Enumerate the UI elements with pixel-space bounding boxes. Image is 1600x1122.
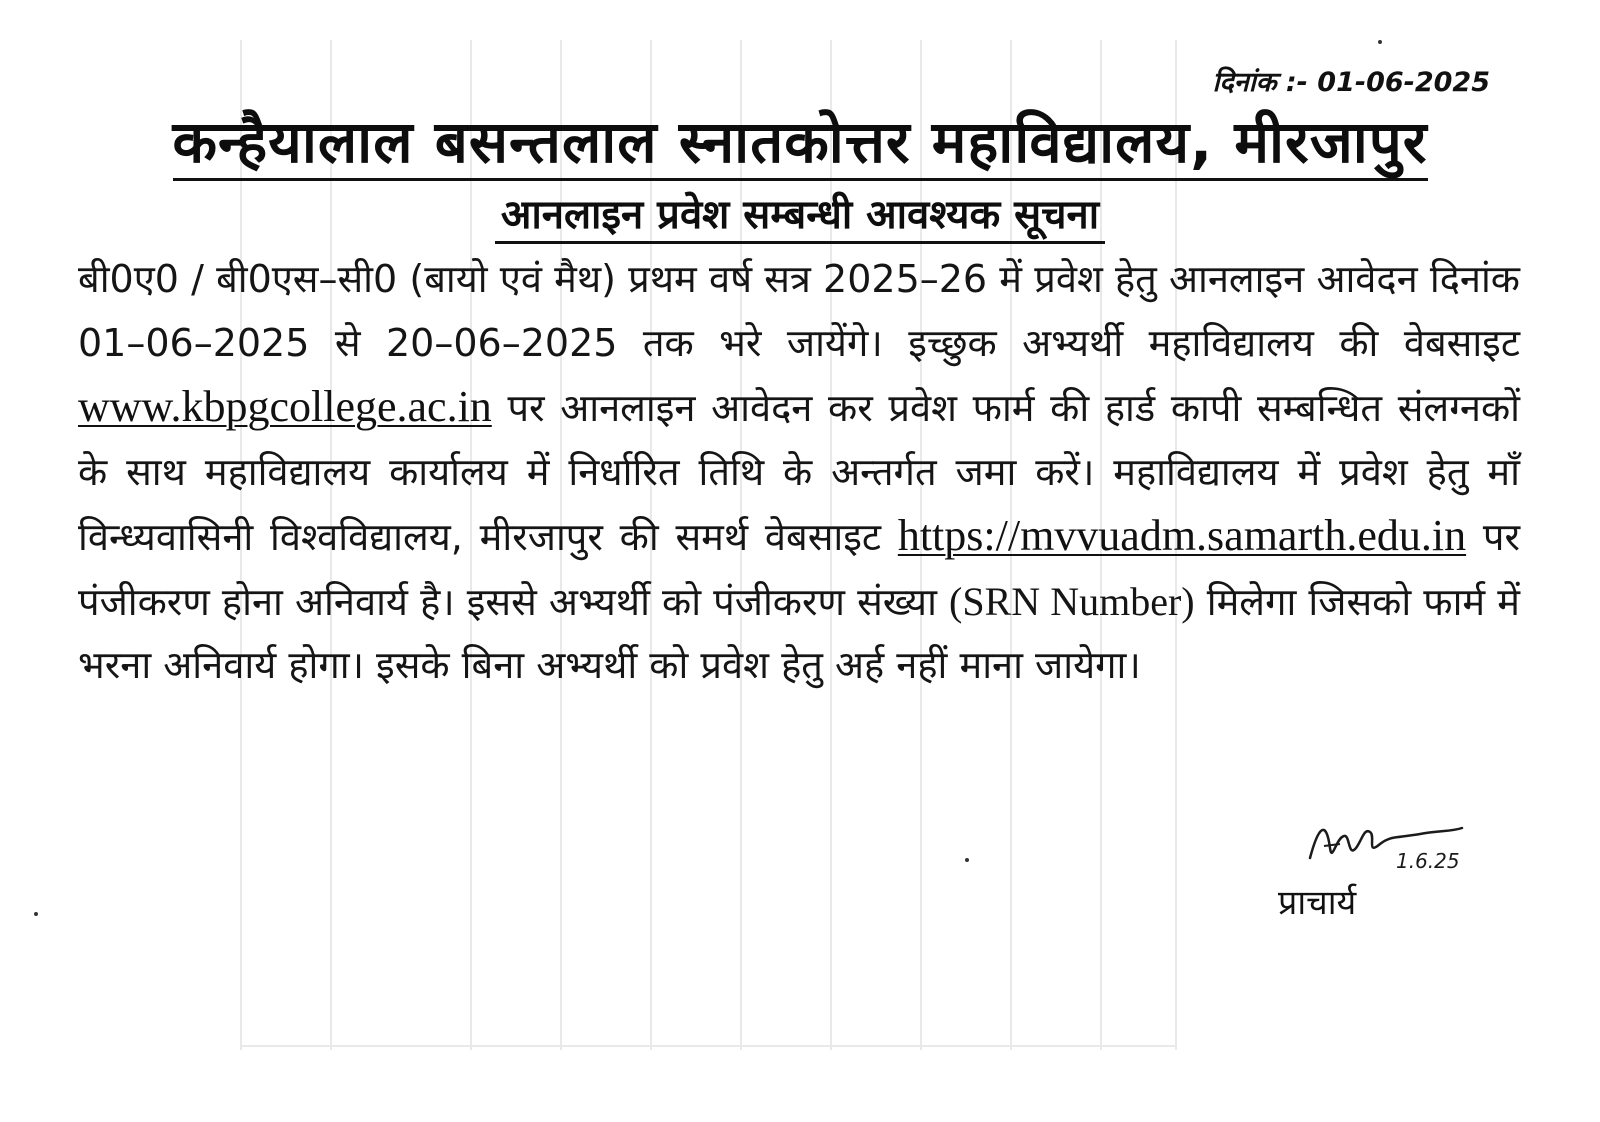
srn-number-label: (SRN Number): [949, 578, 1195, 624]
signature-date: 1.6.25: [1396, 849, 1460, 873]
scan-speck: [965, 858, 969, 862]
scan-speck: [34, 912, 38, 916]
notice-subtitle: आनलाइन प्रवेश सम्बन्धी आवश्यक सूचना: [495, 190, 1105, 244]
body-part-4: मिलेगा जिसको फार्म में भरना अनिवार्य होगा। इसके बिना अभ्यर्थी को प्रवेश हेतु अर्ह नहीं माना जायेगा।: [78, 579, 1520, 687]
notice-date: दिनांक :- 01-06-2025: [1212, 67, 1490, 98]
college-name: कन्हैयालाल बसन्तलाल स्नातकोत्तर महाविद्यालय, मीरजापुर: [173, 108, 1428, 181]
body-part-1: बी0ए0 / बी0एस–सी0 (बायो एवं मैथ) प्रथम वर्ष सत्र 2025–26 में प्रवेश हेतु आनलाइन आवेदन दिनांक 01–06–2025 से 20–06–2025 तक भरे जायेंगे। इच्छुक अभ्यर्थी महाविद्यालय की वेबसाइट: [78, 257, 1520, 365]
header: [80, 108, 1520, 181]
samarth-website-link: https://mvvuadm.samarth.edu.in: [897, 511, 1467, 560]
body-part-3: पर पंजीकरण होना अनिवार्य है। इससे अभ्यर्थी को पंजीकरण संख्या: [78, 515, 1520, 624]
principal-signature: [1300, 808, 1470, 888]
scan-speck: [1378, 40, 1382, 44]
signatory-title: प्राचार्य: [1278, 883, 1357, 923]
college-website-link: www.kbpgcollege.ac.in: [78, 382, 492, 431]
subtitle-row: [80, 190, 1520, 244]
notice-body: [78, 248, 1520, 698]
body-part-2: पर आनलाइन आवेदन कर प्रवेश फार्म की हार्ड कापी सम्बन्धित संलग्नकों के साथ महाविद्यालय कार्यालय में निर्धारित तिथि के अन्तर्गत जमा करें। महाविद्यालय में प्रवेश हेतु माँ विन्ध्यवासिनी विश्वविद्यालय, मीरजापुर की समर्थ वेबसाइट: [78, 386, 1520, 559]
